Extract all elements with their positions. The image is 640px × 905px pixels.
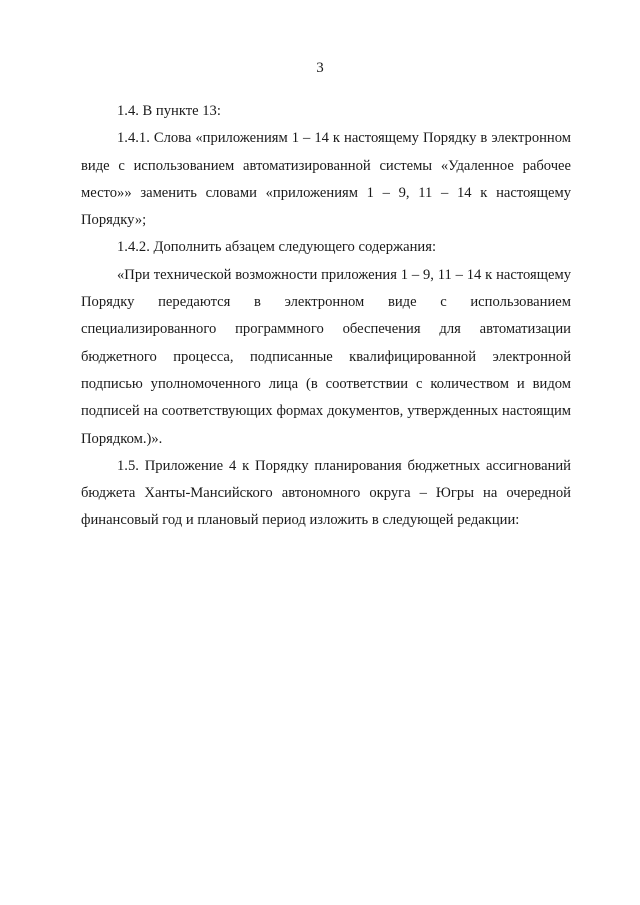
paragraph-1-4: 1.4. В пункте 13: [117,103,221,119]
paragraph-1-5: 1.5. Приложение 4 к Порядку планирования бюджетных ассигнований бюджета Ханты-Мансийского автономного округа – Югры на очередной финансовый год и плановый период изложить в следующей редакции: [81,457,571,529]
page-number: 3 [316,60,324,76]
paragraph-1-4-1: 1.4.1. Слова «приложениям 1 – 14 к настоящему Порядку в электронном виде с использованием автоматизированной системы «Удаленное рабочее место»» заменить словами «приложениям 1 – 9, 11 – 14 к настоящему Порядку»; [81,130,571,229]
paragraph-1-4-2: 1.4.2. Дополнить абзацем следующего содержания: [117,239,437,256]
document-body [81,98,571,535]
paragraph-quote: «При технической возможности приложения 1 – 9, 11 – 14 к настоящему Порядку передаются в электронном виде с использованием специализированного программного обеспечения для автоматизации бюджетного процесса, подписанные квалифицированной электронной подписью уполномоченного лица (в соответствии с количеством и видом подписей на соответствующих формах документов, утвержденных настоящим Порядком.)». [81,266,571,447]
